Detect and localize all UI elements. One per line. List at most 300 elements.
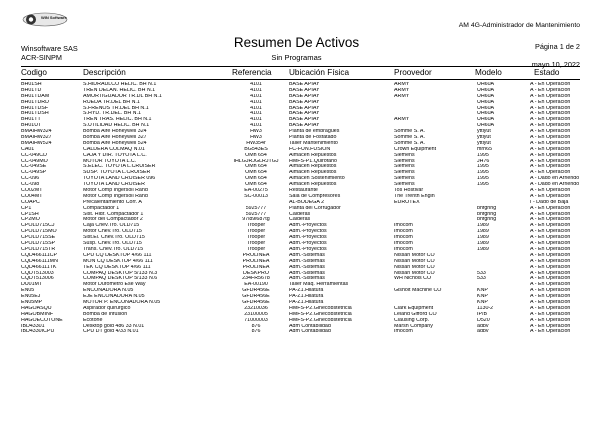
cell-estado: A - En Operación <box>530 323 571 329</box>
cell-descripcion: MOTOR P. ENCONADORA N.05 <box>83 299 161 305</box>
cell-codigo: CP2MO <box>21 217 40 223</box>
cell-ubicacion: BASE APIAY <box>289 117 320 123</box>
company-code: ACR-SINPM <box>21 53 62 62</box>
cell-modelo: UH60A <box>477 82 495 87</box>
cell-referencia: PROLINEA <box>242 252 270 258</box>
cell-estado: A - En Operación <box>530 140 571 146</box>
cell-ubicacion: BASE APIAY <box>289 93 320 99</box>
cell-proovedor: Nissan Motor CO <box>394 258 435 264</box>
cell-proovedor: Clark Equipment <box>394 305 434 311</box>
cell-estado: A - En Operación <box>530 246 571 252</box>
cell-ubicacion: Adm.-Sistemas <box>289 258 325 264</box>
cell-ubicacion: PA-Z1.Hilatura <box>289 299 324 305</box>
cell-modelo: 1989 <box>477 229 489 235</box>
cell-proovedor: Imocom <box>394 229 413 235</box>
cell-descripcion: Caja Chev.Tro. OLD715 <box>83 223 140 229</box>
table-row <box>21 329 580 335</box>
cell-modelo: 1995 <box>477 182 489 188</box>
cell-referencia: 97l89l687tg <box>242 217 270 223</box>
cell-proovedor: Imocom <box>394 235 413 241</box>
cell-descripcion: AMORTIGUADOR TR.DL BH N.1 <box>83 93 162 99</box>
cell-codigo: IBD4330ICPU <box>21 329 55 335</box>
cell-modelo: bhfghhg <box>477 211 497 217</box>
column-header-proovedor: Proovedor <box>394 68 432 77</box>
cell-modelo: IP/B <box>477 311 488 317</box>
cell-ubicacion: Almacen Repuestos <box>289 182 337 188</box>
cell-estado: I - Dado de Baja <box>530 199 569 205</box>
cell-descripcion: Motor Durometro Ese Way <box>83 282 146 288</box>
cell-descripcion: Bomba Aire Honeywell 324 <box>83 129 147 135</box>
cell-descripcion: Sist.El. Chev.Tro. OLD715 <box>83 235 145 241</box>
cell-descripcion: Compactador 1 <box>83 205 120 211</box>
cell-codigo: CQDT513003 <box>21 270 54 276</box>
cell-estado: A - En Operación <box>530 193 571 199</box>
cell-codigo: DU01MT <box>21 282 43 288</box>
cell-codigo: BH01TDSF <box>21 105 49 111</box>
cell-proovedor: Leland Gifford CO <box>394 311 437 317</box>
cell-estado: A - En Operación <box>530 299 571 305</box>
cell-estado: A - En Operación <box>530 152 571 158</box>
cell-proovedor: Gisholt Machine CO <box>394 288 442 294</box>
cell-codigo: BMAIHW327 <box>21 135 52 141</box>
cell-ubicacion: Almacen Repuestos <box>289 170 337 176</box>
cell-estado: A - En Operación <box>530 188 571 194</box>
cell-codigo: CP1SH <box>21 211 39 217</box>
cell-modelo: 533 <box>477 270 486 276</box>
cell-ubicacion: Adm.-Sistemas <box>289 252 325 258</box>
cell-descripcion: SUSP. TOYOTA L.CRUISER <box>83 170 151 176</box>
cell-descripcion: MON CQ DESKTOP 4/66 111 <box>83 258 153 264</box>
cell-codigo: CC-049CD <box>21 152 47 158</box>
logo-wordmark: WIN Software <box>41 15 67 20</box>
cell-estado: A - En Operación <box>530 264 571 270</box>
cell-descripcion: Motor Chev.Tro. OLD715 <box>83 229 142 235</box>
cell-estado: A - En Operación <box>530 217 571 223</box>
cell-ubicacion: Sala de Compresores <box>289 193 341 199</box>
cell-codigo: CP1 <box>21 205 32 211</box>
cell-descripcion: Trans. Chev.Tro. OLD715 <box>83 246 144 252</box>
cell-descripcion: Bomba de Infusion <box>83 311 128 317</box>
column-header-descripcion: Descripción <box>83 68 126 77</box>
cell-descripcion: S.ELEC. TOYOTA L.CRUISER <box>83 164 156 170</box>
cell-estado: A - Dado en Arriendo <box>530 182 580 188</box>
cell-referencia: HW3 <box>250 129 262 135</box>
cell-ubicacion: HMFS-P2.Ginecobstetricia <box>289 305 352 311</box>
cell-referencia: BG543ES <box>244 146 268 152</box>
cell-proovedor: Siemens <box>394 176 415 182</box>
cell-modelo: yttiyut <box>477 129 491 135</box>
cell-estado: A - En Operación <box>530 117 571 123</box>
cell-descripcion: MOTOR TOYOTA L.C. <box>83 158 137 164</box>
cell-referencia: 5925777 <box>245 205 267 211</box>
cell-ubicacion: Adm.-Proyectos <box>289 241 327 247</box>
cell-codigo: BH01TDRD <box>21 99 49 105</box>
cell-descripcion: TREN DELAN. HELIC. BH N.1 <box>83 87 156 93</box>
cell-referencia: 876 <box>251 323 261 329</box>
column-header-referencia: Referencia <box>232 68 272 77</box>
cell-ubicacion: AL-BODEGA 2 <box>289 199 325 205</box>
cell-proovedor: ARMY <box>394 87 410 93</box>
cell-estado: A - En Operación <box>530 135 571 141</box>
cell-codigo: BH01TT <box>21 117 41 123</box>
cell-codigo: BH01SH <box>21 82 42 87</box>
cell-ubicacion: FC-FUN.FUSION <box>289 146 331 152</box>
cell-estado: A - En Operación <box>530 211 571 217</box>
cell-codigo: CPOLD715SE <box>21 235 56 241</box>
report-date: mayo 10, 2022 <box>531 60 580 69</box>
cell-estado: A - En Operación <box>530 235 571 241</box>
column-header-modelo: Modelo <box>475 68 502 77</box>
cell-proovedor: ARMY <box>394 82 410 87</box>
cell-codigo: BH01UT <box>21 123 42 129</box>
cell-ubicacion: PA-Z1.Hilatura <box>289 294 324 300</box>
cell-estado: A - En Operación <box>530 105 571 111</box>
cell-descripcion: Sist. Hidr. Compactador 1 <box>83 211 144 217</box>
cell-codigo: CQD466111MN <box>21 258 58 264</box>
cell-referencia: 5925777 <box>245 211 267 217</box>
cell-estado: A - En Operación <box>530 288 571 294</box>
cell-referencia: 4101 <box>250 99 262 105</box>
cell-ubicacion: Almacen Sostenimiento <box>289 176 345 182</box>
cell-proovedor: Marsh Company <box>394 323 433 329</box>
cell-codigo: CPOLD715TR <box>21 246 56 252</box>
cell-referencia: 4101 <box>250 87 262 93</box>
cell-descripcion: TEK CQ DESKTOP 4/66 111 <box>83 264 151 270</box>
cell-descripcion: Desktop gold 486 33 N.01 <box>83 323 145 329</box>
cell-ubicacion: HMFS-P2.Ginecobstetricia <box>289 317 352 323</box>
cell-referencia: HW354r <box>246 140 266 146</box>
cell-referencia: 876 <box>251 329 261 335</box>
cell-modelo: UH60A <box>477 117 495 123</box>
cell-estado: A - En Operación <box>530 317 571 323</box>
cell-ubicacion: Almacen Repuestos <box>289 152 337 158</box>
cell-descripcion: CALDERA COLMAQ N.01 <box>83 146 145 152</box>
cell-referencia: OMh 654 <box>245 152 267 158</box>
cell-referencia: GFDR456E <box>242 299 270 305</box>
cell-modelo: UH60A <box>477 93 495 99</box>
cell-modelo: UH60A <box>477 123 495 129</box>
cell-descripcion: CAJA Y DIR. TOYOTA L.C. <box>83 152 147 158</box>
cell-estado: A - En Operación <box>530 305 571 311</box>
cell-descripcion: Susp. Chev.Tro. OLD715 <box>83 241 142 247</box>
cell-descripcion: Bomba Aire Honeywell 524 <box>83 140 147 146</box>
cell-codigo: CPOLD715MO <box>21 229 57 235</box>
cell-descripcion: Motor del Compactador 2 <box>83 217 143 223</box>
cell-proovedor: ARMY <box>394 93 410 99</box>
cell-descripcion: TREN TRAS. HELIC. BH N.1 <box>83 117 152 123</box>
cell-referencia: OMh 654 <box>245 176 267 182</box>
cell-estado: A - En Operación <box>530 93 571 99</box>
cell-modelo: 1989 <box>477 223 489 229</box>
report-title: Resumen De Activos <box>233 35 360 50</box>
cell-referencia: EA-00190 <box>244 282 268 288</box>
cell-referencia: DESKPRO <box>243 270 269 276</box>
cell-proovedor: Siemens <box>394 170 415 176</box>
cell-descripcion: ENCONADORA N.05 <box>83 288 134 294</box>
cell-modelo: adbv <box>477 323 489 329</box>
cell-ubicacion: BASE APIAY <box>289 99 320 105</box>
cell-ubicacion: Adm.-Proyectos <box>289 235 327 241</box>
cell-modelo: UH60A <box>477 99 495 105</box>
cell-estado: A - En Operación <box>530 129 571 135</box>
cell-codigo: CPOLD715SP <box>21 241 56 247</box>
cell-ubicacion: BASE APIAY <box>289 82 320 87</box>
cell-modelo: yttiyut <box>477 140 491 146</box>
cell-modelo: UH60A <box>477 87 495 93</box>
cell-referencia: PROLINEA <box>242 264 270 270</box>
cell-proovedor: Somme S. A. <box>394 140 425 146</box>
cell-estado: A - En Operación <box>530 258 571 264</box>
cell-descripcion: S.FRENOS TR.DEL BH N.1 <box>83 105 149 111</box>
cell-referencia: 71000003 <box>244 317 268 323</box>
cell-ubicacion: Adm.-Proyectos <box>289 246 327 252</box>
cell-estado: A - Dado en Arriendo <box>530 176 580 182</box>
cell-descripcion: COMPAQ DESKTOP 5/133 N.3 <box>83 270 158 276</box>
report-subtitle: Sin Programas <box>271 53 322 62</box>
asset-table-body <box>21 82 580 335</box>
cell-modelo: 1130-2 <box>477 305 494 311</box>
cell-ubicacion: BASE APIAY <box>289 111 320 117</box>
cell-estado: A - En Operación <box>530 164 571 170</box>
cell-ubicacion: BASE APIAY <box>289 123 320 129</box>
cell-proovedor: Somme S. A. <box>394 129 425 135</box>
cell-referencia: OMh 654 <box>245 170 267 176</box>
company-name: Winsoftware SAS <box>21 44 78 53</box>
cell-modelo: D520 <box>477 317 490 323</box>
cell-ubicacion: BASE APIAY <box>289 87 320 93</box>
cell-ubicacion: BASE APIAY <box>289 105 320 111</box>
cell-modelo: UH60A <box>477 111 495 117</box>
cell-descripcion: EJE ENCONADORA N.05 <box>83 294 145 300</box>
cell-proovedor: Imocom <box>394 329 413 335</box>
cell-estado: A - En Operación <box>530 311 571 317</box>
cell-ubicacion: Adm.-Sistemas <box>289 270 325 276</box>
cell-proovedor: Imocom <box>394 246 413 252</box>
cell-modelo: KNP <box>477 294 488 300</box>
cell-codigo: CQDT513006 <box>21 276 54 282</box>
cell-proovedor: ARMY <box>394 117 410 123</box>
column-header-estado: Estado <box>534 68 560 77</box>
cell-descripcion: Motor Comp Ingersoll Rand <box>83 188 148 194</box>
cell-proovedor: The Trenth Engin <box>394 193 435 199</box>
cell-proovedor: Tos Hostivar <box>394 188 424 194</box>
cell-estado: A - En Operación <box>530 282 571 288</box>
cell-modelo: JH76 <box>477 158 490 164</box>
cell-proovedor: Siemens <box>394 164 415 170</box>
cell-codigo: EN05 <box>21 288 35 294</box>
cell-ubicacion: Planta de embragues <box>289 129 340 135</box>
cell-proovedor: Crown Equipment <box>394 146 437 152</box>
cell-modelo: 1995 <box>477 152 489 158</box>
cell-estado: A - En Operación <box>530 158 571 164</box>
cell-proovedor: Siemens <box>394 158 415 164</box>
cell-proovedor: Nissan Motor CO <box>394 270 435 276</box>
cell-modelo: KNP <box>477 288 488 294</box>
cell-modelo: bhfghhg <box>477 217 497 223</box>
cell-proovedor: EUROTEX <box>394 199 420 205</box>
cell-codigo: CQD466111TK <box>21 264 57 270</box>
cell-referencia: OMh 654 <box>245 164 267 170</box>
column-header-ubicacion: Ubicación Física <box>289 68 350 77</box>
cell-modelo: mrh65 <box>477 146 493 152</box>
cell-proovedor: Nissan Motor CO <box>394 252 435 258</box>
cell-ubicacion: Adm.-Proyectos <box>289 229 327 235</box>
cell-modelo: yttiyut <box>477 135 491 141</box>
cell-referencia: GFDR456E <box>242 288 270 294</box>
cell-descripcion: TOYOTA LAND CRUISER 096 <box>83 176 156 182</box>
cell-codigo: CC-049MO <box>21 158 48 164</box>
cell-estado: A - En Operación <box>530 82 571 87</box>
cell-codigo: BH01TD <box>21 87 42 93</box>
system-name: AM 4G-Administrador de Mantenimiento <box>458 22 580 29</box>
cell-codigo: IBD43301 <box>21 323 45 329</box>
cell-referencia: 23100005 <box>244 311 268 317</box>
cell-estado: A - En Operación <box>530 170 571 176</box>
cell-modelo: 1995 <box>477 170 489 176</box>
cell-modelo: 1995 <box>477 176 489 182</box>
cell-codigo: CC-049SP <box>21 170 47 176</box>
cell-referencia: 4101 <box>250 105 262 111</box>
cell-descripcion: Ecotone <box>83 317 103 323</box>
cell-codigo: BMAIHW324 <box>21 129 52 135</box>
cell-codigo: BH01TDSH <box>21 111 49 117</box>
cell-ubicacion: Adm Contabilidad <box>289 323 331 329</box>
cell-referencia: OMh 654 <box>245 182 267 188</box>
cell-codigo: HAGOASQU <box>21 305 52 311</box>
cell-ubicacion: Taller Mantenimiento <box>289 140 338 146</box>
column-header-codigo: Codigo <box>21 68 47 77</box>
cell-referencia: SC-00013 <box>244 193 268 199</box>
cell-descripcion: CPU CQ DESKTOP 4/66 111 <box>83 252 152 258</box>
cell-modelo: KNP <box>477 299 488 305</box>
cell-modelo: 1989 <box>477 235 489 241</box>
cell-descripcion: S.HYD. TR.DEL. BH N.1 <box>83 111 141 117</box>
cell-proovedor: Nissan Motor CO <box>394 264 435 270</box>
cell-codigo: CO04MT <box>21 193 43 199</box>
cell-estado: A - En Operación <box>530 205 571 211</box>
cell-descripcion: Motor Comp Ingersoll Rand <box>83 193 148 199</box>
cell-modelo: 533 <box>477 276 486 282</box>
cell-ubicacion: HMFS-P1.Quirófano <box>289 158 337 164</box>
page-number: Página 1 de 2 <box>534 42 580 51</box>
cell-ubicacion: Adm.-Sistemas <box>289 276 325 282</box>
cell-ubicacion: Calderas <box>289 211 311 217</box>
cell-referencia: 4101 <box>250 117 262 123</box>
cell-modelo: UH60A <box>477 105 495 111</box>
cell-proovedor: Siemens <box>394 182 415 188</box>
cell-estado: A - En Operación <box>530 276 571 282</box>
cell-proovedor: WH Nichols CO <box>394 276 432 282</box>
cell-modelo: bhfghhg <box>477 205 497 211</box>
cell-estado: A - En Operación <box>530 270 571 276</box>
cell-ubicacion: Adm Contabilidad <box>289 329 331 335</box>
cell-estado: A - En Operación <box>530 252 571 258</box>
cell-estado: A - En Operación <box>530 146 571 152</box>
cell-ubicacion: Planta del Corrugador <box>289 205 341 211</box>
cell-referencia: 4101 <box>250 123 262 129</box>
cell-estado: A - En Operación <box>530 111 571 117</box>
cell-descripcion: S.HIDRAULCO HELIC. BH N.1 <box>83 82 157 87</box>
cell-ubicacion: Calderas <box>289 217 311 223</box>
cell-estado: A - En Operación <box>530 87 571 93</box>
cell-referencia: 23210036 <box>244 305 268 311</box>
cell-referencia: GFDR456E <box>242 294 270 300</box>
cell-descripcion: COMPAQ DESKTOP 5/133 N.6 <box>83 276 158 282</box>
cell-modelo: 1989 <box>477 241 489 247</box>
cell-referencia: EA-00275 <box>244 188 268 194</box>
cell-estado: A - En Operación <box>530 223 571 229</box>
cell-ubicacion: Adm.-Proyectos <box>289 223 327 229</box>
cell-proovedor: Siemens <box>394 152 415 158</box>
cell-descripcion: CPU DT gold 4/33 N.01 <box>83 329 139 335</box>
cell-modelo: adbv <box>477 329 489 335</box>
cell-descripcion: Precalentamiento Corr. A <box>83 199 142 205</box>
cell-estado: A - En Operación <box>530 241 571 247</box>
cell-proovedor: Somme S. A. <box>394 135 425 141</box>
cell-codigo: HAGOBMINF <box>21 311 54 317</box>
cell-codigo: CC-098 <box>21 182 40 188</box>
cell-codigo: BMAIHW524 <box>21 140 52 146</box>
cell-referencia: Trooper <box>246 246 266 252</box>
cell-proovedor: Imocom <box>394 223 413 229</box>
cell-codigo: HAGOECOTONE <box>21 317 63 323</box>
cell-referencia: 4101 <box>250 111 262 117</box>
cell-codigo: EN05MP <box>21 299 43 305</box>
cell-estado: A - En Operación <box>530 123 571 129</box>
cell-ubicacion: Adm.-Sistemas <box>289 264 325 270</box>
cell-ubicacion: HMFS-P2.Ginecobstetricia <box>289 311 352 317</box>
cell-ubicacion: Almacen Repuestos <box>289 164 337 170</box>
cell-estado: A - En Operación <box>530 99 571 105</box>
cell-codigo: CQD466111CP <box>21 252 58 258</box>
cell-ubicacion: Taller Maq. Herramientas <box>289 282 349 288</box>
cell-codigo: COAPC <box>21 199 40 205</box>
cell-codigo: CPOLD715CJ <box>21 223 55 229</box>
cell-codigo: EN05EJ <box>21 294 41 300</box>
cell-referencia: Trooper <box>246 241 266 247</box>
cell-estado: A - En Operación <box>530 294 571 300</box>
cell-modelo: 1995 <box>477 164 489 170</box>
cell-codigo: CO02MT <box>21 188 43 194</box>
cell-proovedor: Clausing Corp. <box>394 317 430 323</box>
cell-codigo: CC-049SE <box>21 164 47 170</box>
cell-descripcion: S.UTILIDAD HELIC. BH N.1 <box>83 123 150 129</box>
cell-modelo: 1989 <box>477 246 489 252</box>
cell-referencia: PROLINEA <box>242 258 270 264</box>
cell-descripcion: Aspirador quirurgico <box>83 305 131 311</box>
cell-descripcion: RUEDA TR.DEL BH N.1 <box>83 99 140 105</box>
cell-referencia: 4101 <box>250 82 262 87</box>
cell-proovedor: Imocom <box>394 241 413 247</box>
column-header-row <box>21 66 580 80</box>
cell-ubicacion: Planta de Fosfatado <box>289 135 337 141</box>
cell-codigo: CA01 <box>21 146 35 152</box>
cell-ubicacion: Restaurante <box>289 188 318 194</box>
cell-estado: A - En Operación <box>530 229 571 235</box>
cell-referencia: 4101 <box>250 93 262 99</box>
cell-estado: A - En Operación <box>530 329 571 335</box>
cell-referencia: HW3 <box>250 135 262 141</box>
cell-codigo: CC-096 <box>21 176 40 182</box>
cell-referencia: 234FR5678 <box>242 276 270 282</box>
cell-referencia: Trooper <box>246 229 266 235</box>
cell-referencia: Trooper <box>246 235 266 241</box>
cell-codigo: BH01TDAM <box>21 93 50 99</box>
cell-descripcion: TOYOTA LAND CRUISER <box>83 182 145 188</box>
cell-descripcion: Bomba Aire Honeywell 327 <box>83 135 147 141</box>
cell-referencia: IHLGJRJGLRJTGJ <box>233 158 279 164</box>
cell-referencia: Trooper <box>246 223 266 229</box>
